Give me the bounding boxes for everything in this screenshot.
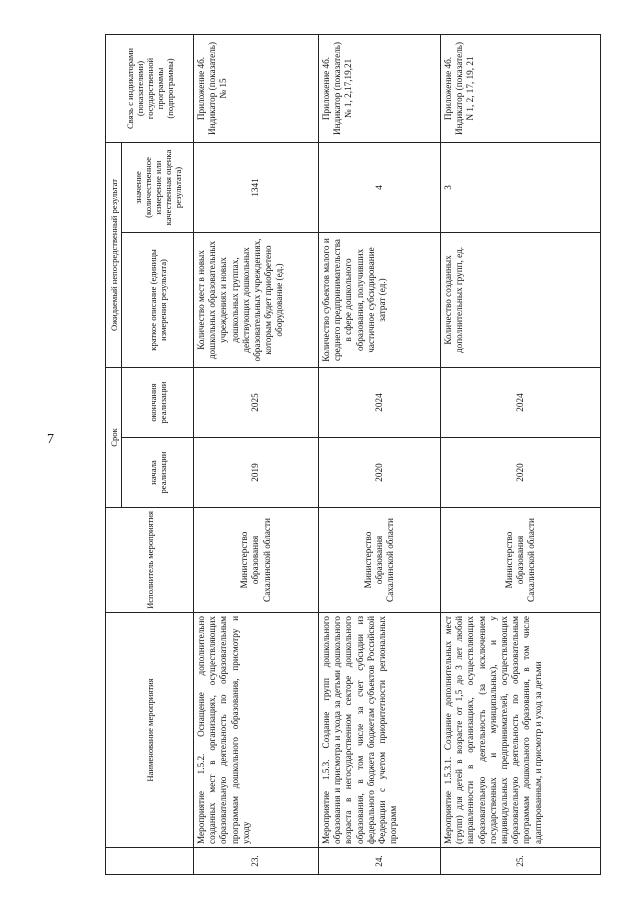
header-value: значение (количественное измерение или качественная оценка результата) xyxy=(122,142,194,232)
header-name: Наименование мероприятия xyxy=(106,613,194,848)
table-row xyxy=(194,34,319,874)
row-start-year: 2020 xyxy=(319,438,441,508)
header-result: Ожидаемый непосредственный результат xyxy=(106,142,122,367)
header-num xyxy=(106,848,194,875)
rotated-table-container xyxy=(105,35,600,875)
header-desc: краткое описание (единицы измерения результата) xyxy=(122,232,194,367)
row-result-value: 3 xyxy=(441,142,601,232)
row-executor: Министерство образования Сахалинской области xyxy=(441,508,601,613)
row-result-description: Количество субъектов малого и среднего предпринимательства в сфере дошкольного образования, получивших частичное субсидирование затрат (ед.) xyxy=(319,232,441,367)
header-link: Связь с индикаторами (показателями) государственной программы (подпрограммы) xyxy=(106,34,194,142)
activities-table xyxy=(105,34,601,875)
row-end-year: 2024 xyxy=(319,367,441,437)
row-executor: Министерство образования Сахалинской области xyxy=(319,508,441,613)
row-result-value: 4 xyxy=(319,142,441,232)
header-row-1 xyxy=(106,34,122,874)
row-end-year: 2024 xyxy=(441,367,601,437)
row-indicator-link: Приложение 4б. Индикатор (показатель) № 1, 2,17,19,21 xyxy=(319,34,441,142)
table-row xyxy=(441,34,601,874)
header-end: окончания реализации xyxy=(122,367,194,437)
table-row xyxy=(319,34,441,874)
row-indicator-link: Приложение 4б. Индикатор (показатель) N 1, 2, 17, 19, 21 xyxy=(441,34,601,142)
row-activity-name: Мероприятие 1.5.3. Создание групп дошкольного образования и присмотра и ухода за детьми дошкольного возраста в негосударственном секторе дошкольного образования, в том числе за счет субсидии из федерального бюджета бюджетам субъектов Российской Федерации с учетом приоритетности региональных программ xyxy=(319,613,441,848)
row-result-value: 1341 xyxy=(194,142,319,232)
page-number: 7 xyxy=(47,432,54,447)
row-activity-name: Мероприятие 1.5.3.1. Создание дополнительных мест (групп) для детей в возрасте от 1,5 до 3 лет любой направленности в организациях, осуществляющих образовательную деятельность (за исключением государственных и муниципальных), и у индивидуальных предпринимателей, осуществляющих образовательную деятельность по образовательным программам дошкольного образования, в том числе адаптированным, и присмотр и уход за детьми xyxy=(441,613,601,848)
row-result-description: Количество мест в новых дошкольных образовательных учреждениях и новых дошкольных группах, действующих дошкольных образовательных учреждениях, которым будет приобретено оборудование (ед.) xyxy=(194,232,319,367)
header-term: Срок xyxy=(106,367,122,507)
row-number: 25. xyxy=(441,848,601,875)
row-start-year: 2020 xyxy=(441,438,601,508)
row-result-description: Количество созданных дополнительных групп, ед. xyxy=(441,232,601,367)
header-executor: Исполнитель мероприятия xyxy=(106,508,194,613)
header-start: начала реализации xyxy=(122,438,194,508)
row-activity-name: Мероприятие 1.5.2. Оснащение дополнительно созданных мест в организациях, осуществляющих образовательную деятельность по образовательным программам дошкольного образования, присмотру и уходу xyxy=(194,613,319,848)
row-start-year: 2019 xyxy=(194,438,319,508)
row-end-year: 2025 xyxy=(194,367,319,437)
row-indicator-link: Приложение 4б. Индикатор (показатель) № 15 xyxy=(194,34,319,142)
row-number: 24. xyxy=(319,848,441,875)
row-number: 23. xyxy=(194,848,319,875)
row-executor: Министерство образования Сахалинской области xyxy=(194,508,319,613)
